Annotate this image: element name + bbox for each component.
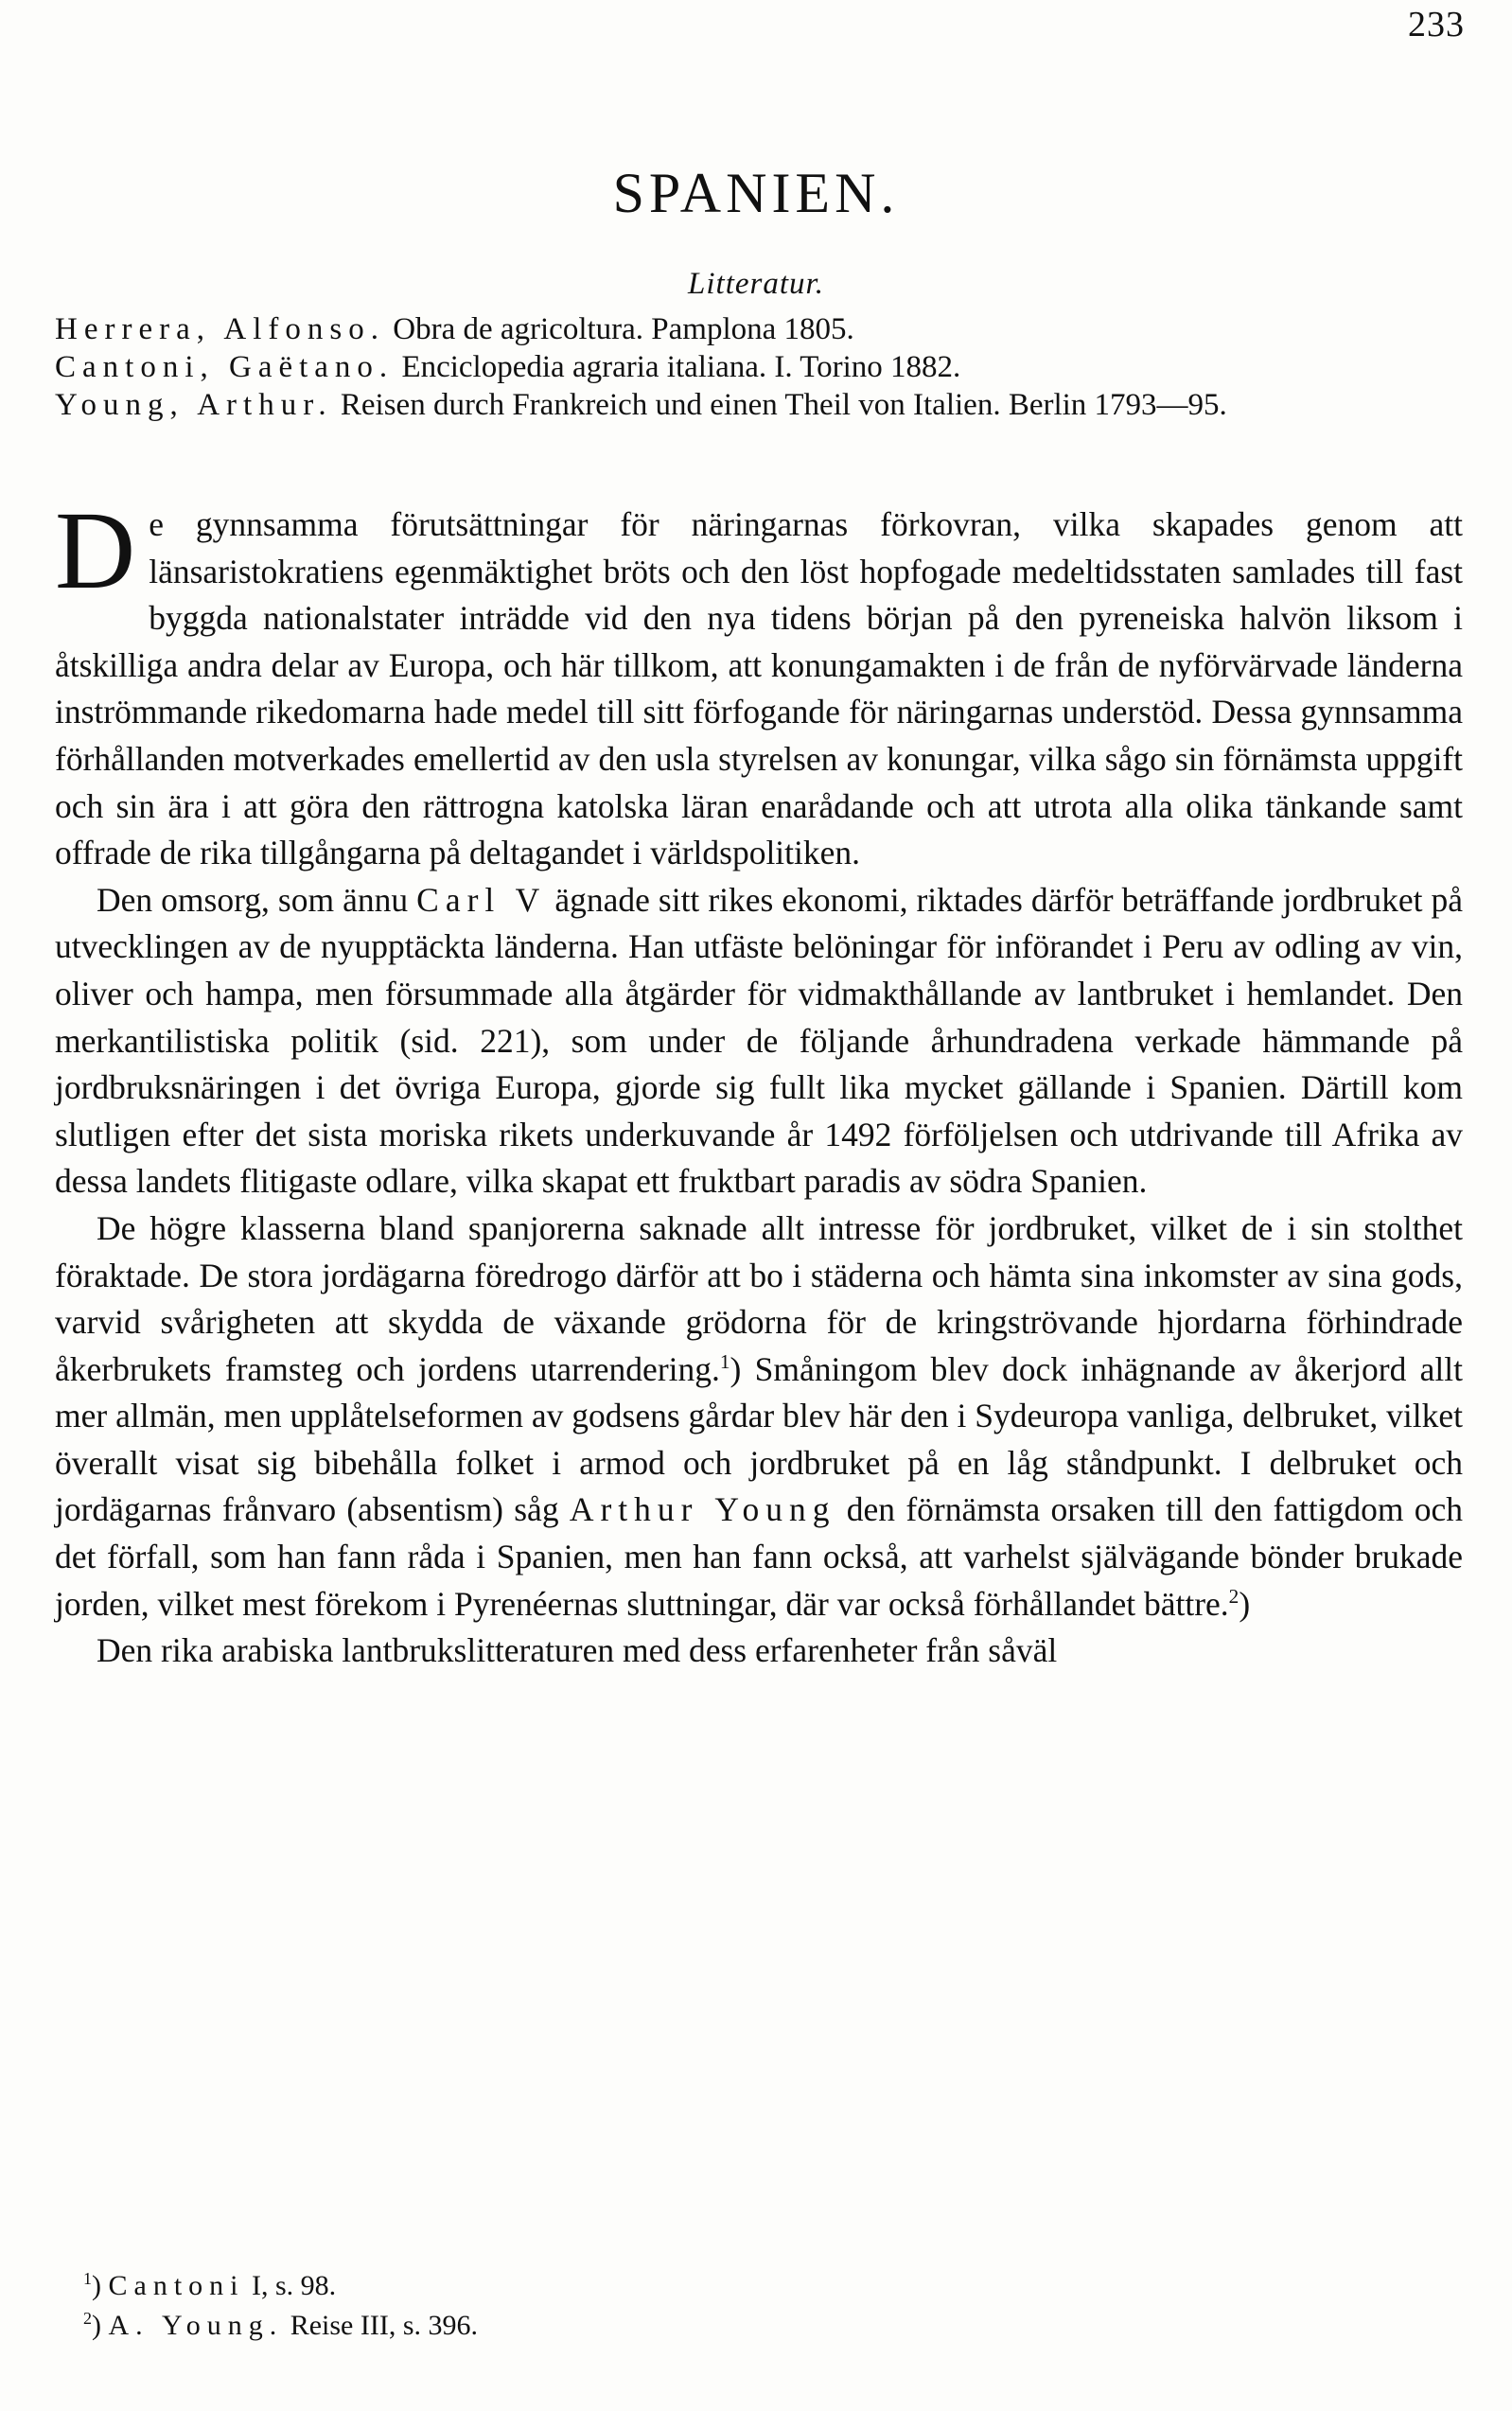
literature-heading: Litteratur. — [688, 267, 824, 301]
footnote-item: $^2$) A. Young. Reise III, s. 396. — [83, 2309, 479, 2341]
person-name: Arthur Young — [569, 1490, 836, 1529]
footnote-text: I, s. 98. — [252, 2270, 337, 2301]
paragraph-text: ) — [1239, 1584, 1251, 1623]
body-text — [55, 488, 1464, 1675]
footnote-author: Cantoni — [108, 2270, 245, 2301]
footnote-item: $^1$) Cantoni I, s. 98. — [83, 2269, 337, 2301]
reference-item — [55, 310, 1463, 348]
paragraph-text: den förnämsta orsaken till den fattigdom och det förfall, som han fann råda i Spanien, men han fann också, att varhelst självägande bönder brukade jorden, vilket mest förekom i Pyrenéernas sluttningar, där var också förhållandet bättre. — [55, 1490, 1463, 1623]
footnote-mark: 1 — [83, 2269, 92, 2288]
reference-text: Enciclopedia agraria italiana. I. Torino 1882. — [401, 350, 961, 384]
reference-author: Cantoni, Gaëtano. — [55, 350, 395, 384]
footnote-text: Reise III, s. 396. — [290, 2310, 479, 2341]
reference-text: Reisen durch Frankreich und einen Theil von Italien. Berlin 1793—95. — [340, 388, 1227, 422]
paragraph-text: Den rika arabiska lantbrukslitteraturen med dess erfarenheter från såväl — [97, 1631, 1058, 1670]
reference-item — [55, 348, 1463, 386]
literature-references — [55, 310, 1463, 424]
person-name: Carl V — [416, 880, 547, 919]
paragraph-text: De högre klasserna bland spanjorerna saknade allt intresse för jordbruket, vilket de i sin stolthet föraktade. De stora jordägarna föredrogo därför att bo i städerna och hämta sina inkomster av sina gods, varvid svårigheten att skydda de växande grödorna för de kringströvande hjordarna förhindrade åkerbrukets framsteg och jordens utarrendering. — [55, 1208, 1463, 1388]
chapter-title: SPANIEN. — [612, 162, 900, 224]
paragraph-3 — [55, 1206, 1463, 1628]
paragraph-2 — [55, 877, 1463, 1206]
reference-author: Herrera, Alfonso. — [55, 312, 386, 346]
footnote-ref: 2 — [1228, 1584, 1239, 1608]
paragraph-text: ägnade sitt rikes ekonomi, riktades därför beträffande jordbruket på utvecklingen av de nyupptäckta länderna. Han utfäste belöningar för införandet i Peru av odling av vin, oliver och hampa, men försummade alla åtgärder för vidmakthållande av lantbruket i hemlandet. Den merkantilistiska politik (sid. 221), som under de följande århundradena verkade hämmande på jordbruksnäringen i det övriga Europa, gjorde sig fullt lika mycket gällande i Spanien. Därtill kom slutligen efter det sista moriska rikets underkuvande år 1492 förföljelsen och utdrivande till Afrika av dessa landets flitigaste odlare, vilka skapat ett fruktbart paradis av södra Spanien. — [55, 880, 1464, 1201]
drop-cap: D — [55, 488, 136, 612]
paragraph-1 — [55, 488, 1463, 877]
reference-text: Obra de agricoltura. Pamplona 1805. — [393, 312, 854, 346]
footnote-author: A. Young. — [108, 2310, 284, 2341]
footnotes — [83, 2266, 1408, 2346]
reference-item — [55, 386, 1463, 424]
paragraph-text: Den omsorg, som ännu — [97, 880, 409, 919]
page-number: 233 — [1408, 5, 1465, 44]
paragraph-text: e gynnsamma förutsättningar för näringarnas förkovran, vilka skapades genom att länsaristokratiens egenmäktighet bröts och den löst hopfogade medeltidsstaten samlades till fast byggda nationalstater inträdde vid den nya tidens början på den pyreneiska halvön liksom i åtskilliga andra delar av Europa, och här tillkom, att konungamakten i de från de nyförvärvade länderna inströmmande rikedomarna hade medel till sitt förfogande för näringarnas understöd. Dessa gynnsamma förhållanden motverkades emellertid av den usla styrelsen av konungar, vilka sågo sin förnämsta uppgift och sin ära i att göra den rättrogna katolska läran enarådande och att utrota alla olika tänkande samt offrade de rika tillgångarna på deltagandet i världspolitiken. — [55, 505, 1463, 872]
footnote-ref: 1 — [719, 1349, 730, 1373]
footnote-mark: 2 — [83, 2309, 92, 2328]
paragraph-text: ) Småningom blev dock inhägnande av åkerjord allt mer allmän, men upplåtelseformen av godsens gårdar blev här den i Sydeuropa vanliga, delbruket, vilket överallt visat sig bibehålla folket i armod och jordbruket på en låg ståndpunkt. I delbruket och jordägarnas frånvaro (absentism) såg — [55, 1349, 1464, 1529]
reference-author: Young, Arthur. — [55, 388, 333, 422]
paragraph-4 — [55, 1628, 1463, 1675]
